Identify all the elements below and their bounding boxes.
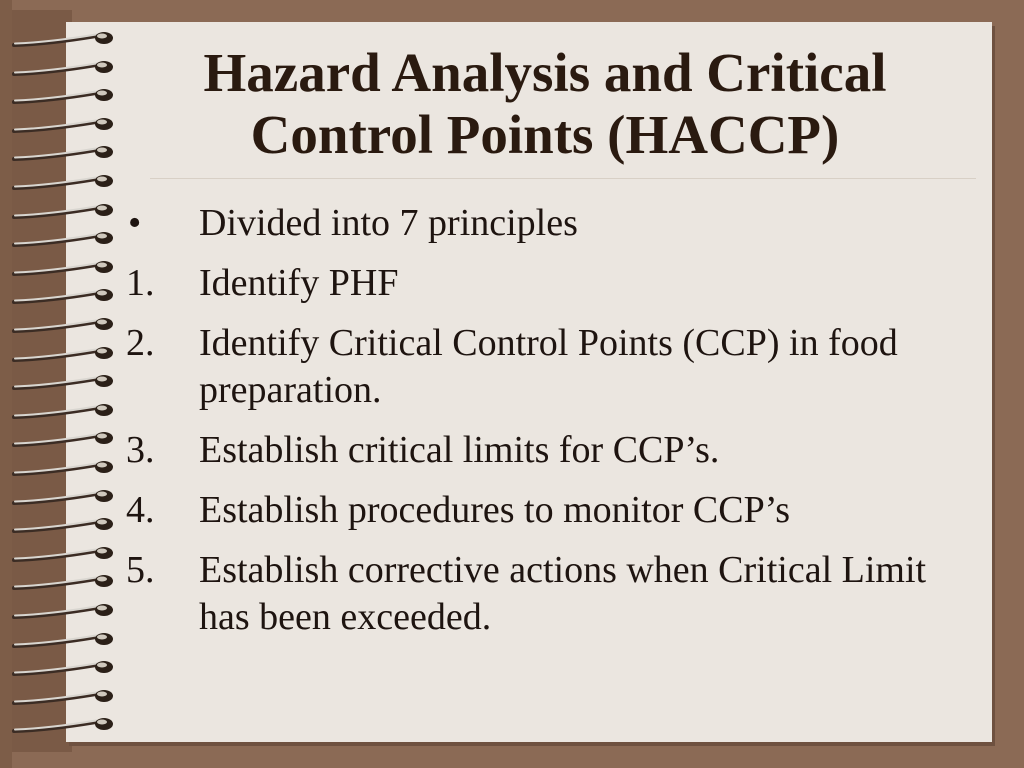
number-marker: 2.: [126, 322, 155, 364]
left-margin-strip: [0, 0, 12, 768]
spiral-coil-icon: [12, 543, 122, 565]
spiral-coil-icon: [12, 400, 122, 422]
list-item-4: [126, 487, 976, 534]
spiral-coil-icon: [12, 114, 122, 136]
spiral-coil-icon: [12, 629, 122, 651]
list-item-text: Establish corrective actions when Critical Limit has been exceeded.: [199, 549, 927, 638]
spiral-coil-icon: [12, 200, 122, 222]
number-marker: 5.: [126, 549, 155, 591]
spiral-coil-icon: [12, 514, 122, 536]
number-marker: 3.: [126, 429, 155, 471]
spiral-coil-icon: [12, 686, 122, 708]
spiral-coil-icon: [12, 428, 122, 450]
spiral-coil-icon: [12, 486, 122, 508]
list-item-text: Establish procedures to monitor CCP’s: [199, 489, 791, 531]
list-item-text: Divided into 7 principles: [199, 202, 578, 244]
spiral-coil-icon: [12, 371, 122, 393]
principles-list: [126, 200, 976, 654]
spiral-coil-icon: [12, 714, 122, 736]
spiral-coil-icon: [12, 571, 122, 593]
title-divider: [150, 178, 976, 179]
number-marker: 1.: [126, 262, 155, 304]
spiral-coil-icon: [12, 657, 122, 679]
spiral-coil-icon: [12, 57, 122, 79]
spiral-coil-icon: [12, 85, 122, 107]
slide-title: Hazard Analysis and Critical Control Points (HACCP): [203, 42, 887, 165]
spiral-coil-icon: [12, 142, 122, 164]
list-item-5: [126, 547, 976, 641]
spiral-coil-icon: [12, 314, 122, 336]
list-item-3: [126, 427, 976, 474]
spiral-coil-icon: [12, 600, 122, 622]
spiral-coil-icon: [12, 285, 122, 307]
list-item-intro: [126, 200, 976, 247]
number-marker: 4.: [126, 489, 155, 531]
spiral-coil-icon: [12, 257, 122, 279]
spiral-coil-icon: [12, 457, 122, 479]
list-item-text: Identify PHF: [199, 262, 399, 304]
spiral-coil-icon: [12, 228, 122, 250]
spiral-coil-icon: [12, 28, 122, 50]
bullet-marker: •: [128, 202, 142, 244]
list-item-2: [126, 320, 976, 414]
list-item-text: Establish critical limits for CCP’s.: [199, 429, 720, 471]
spiral-coil-icon: [12, 343, 122, 365]
list-item-1: [126, 260, 976, 307]
spiral-binding-icon: [12, 28, 122, 748]
list-item-text: Identify Critical Control Points (CCP) in food preparation.: [199, 322, 898, 411]
spiral-coil-icon: [12, 171, 122, 193]
